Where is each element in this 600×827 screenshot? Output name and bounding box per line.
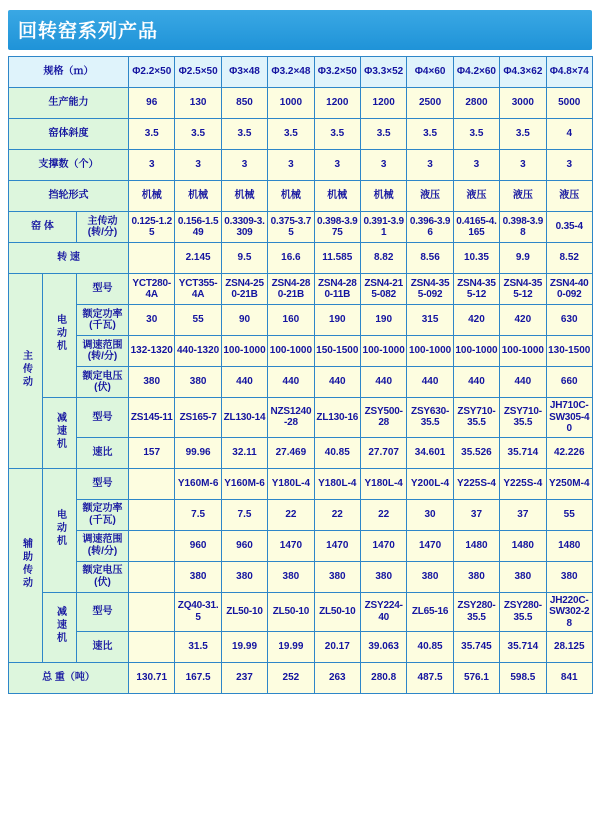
cell-spec-3: Φ3.2×48: [268, 57, 314, 88]
cell-main-motor-model-1: YCT355-4A: [175, 274, 221, 305]
cell-main-motor-power-3: 160: [268, 305, 314, 336]
cell-aux-motor-speed-range-2: 1470: [268, 530, 314, 561]
table-row: [9, 468, 593, 499]
main-motor-power-unit: (千瓦): [89, 320, 116, 331]
page-root: [0, 10, 600, 827]
table-row: [9, 212, 593, 243]
main-motor-power-text: 额定功率: [82, 308, 123, 320]
cell-wheel-7: 液压: [453, 181, 499, 212]
cell-wheel-9: 液压: [546, 181, 592, 212]
cell-aux-motor-power-6: 37: [453, 499, 499, 530]
cell-aux-reducer-model-1: ZL50-10: [221, 592, 267, 632]
cell-total-4: 263: [314, 663, 360, 694]
cell-main-motor-voltage-8: 440: [500, 367, 546, 398]
cell-aux-motor-power-5: 30: [407, 499, 453, 530]
cell-main-motor-speed-range-9: 130-1500: [546, 336, 592, 367]
cell-spec-1: Φ2.5×50: [175, 57, 221, 88]
aux-transmission-text: 辅助传动: [20, 537, 32, 590]
cell-main-motor-voltage-5: 440: [360, 367, 406, 398]
cell-main-motor-speed-range-4: 150-1500: [314, 336, 360, 367]
cell-aux-motor-model-8: Y250M-4: [546, 468, 592, 499]
cell-main-reducer-ratio-5: 27.707: [360, 437, 406, 468]
cell-capacity-2: 850: [221, 88, 267, 119]
cell-capacity-7: 2800: [453, 88, 499, 119]
cell-main-motor-model-2: ZSN4-250-21B: [221, 274, 267, 305]
cell-main-reducer-model-6: ZSY630-35.5: [407, 398, 453, 438]
cell-main-motor-power-1: 55: [175, 305, 221, 336]
cell-slope-6: 3.5: [407, 119, 453, 150]
cell-main-motor-speed-range-0: 132-1320: [129, 336, 175, 367]
main-transmission-text: 主传动: [20, 349, 32, 389]
cell-spec-7: Φ4.2×60: [453, 57, 499, 88]
cell-main-speed-1: 0.156-1.549: [175, 212, 221, 243]
cell-slope-0: 3.5: [129, 119, 175, 150]
cell-wheel-6: 液压: [407, 181, 453, 212]
cell-wheel-1: 机械: [175, 181, 221, 212]
cell-main-reducer-ratio-8: 35.714: [500, 437, 546, 468]
cell-aux-motor-voltage-0: 380: [175, 561, 221, 592]
cell-aux-motor-voltage-4: 380: [360, 561, 406, 592]
cell-main-speed-7: 0.4165-4.165: [453, 212, 499, 243]
row-label-aux-motor-power: [77, 499, 129, 530]
cell-total-5: 280.8: [360, 663, 406, 694]
cell-wheel-2: 机械: [221, 181, 267, 212]
cell-main-motor-model-5: ZSN4-215-082: [360, 274, 406, 305]
row-label-aux-motor-model: 型号: [77, 468, 129, 499]
cell-aux-speed-0: [129, 243, 175, 274]
cell-aux-motor-speed-range-3: 1470: [314, 530, 360, 561]
row-label-main-motor-model: 型号: [77, 274, 129, 305]
row-label-spec: 规格（ｍ）: [9, 57, 129, 88]
cell-main-motor-power-5: 190: [360, 305, 406, 336]
main-drive-speed-text: 主传动: [87, 215, 118, 227]
cell-main-motor-voltage-4: 440: [314, 367, 360, 398]
cell-aux-motor-speed-range-0: 960: [175, 530, 221, 561]
main-motor-text: 电动机: [54, 314, 66, 354]
row-label-main-drive-speed: [77, 212, 129, 243]
cell-slope-8: 3.5: [500, 119, 546, 150]
row-label-capacity: 生产能力: [9, 88, 129, 119]
cell-aux-motor-power-2: 22: [268, 499, 314, 530]
cell-main-motor-power-2: 90: [221, 305, 267, 336]
cell-slope-2: 3.5: [221, 119, 267, 150]
row-label-main-reducer-ratio: 速比: [77, 437, 129, 468]
cell-capacity-0: 96: [129, 88, 175, 119]
cell-slope-7: 3.5: [453, 119, 499, 150]
cell-main-motor-model-8: ZSN4-355-12: [500, 274, 546, 305]
cell-aux-motor-voltage-7: 380: [500, 561, 546, 592]
table-row: [9, 274, 593, 305]
cell-wheel-0: 机械: [129, 181, 175, 212]
cell-aux-motor-speed-range-6: 1480: [453, 530, 499, 561]
cell-spec-4: Φ3.2×50: [314, 57, 360, 88]
cell-aux-motor-model-2: Y180L-4: [268, 468, 314, 499]
aux-motor-voltage-text: 额定电压: [82, 565, 123, 576]
cell-main-reducer-ratio-3: 27.469: [268, 437, 314, 468]
cell-aux-reducer-ratio-2: 19.99: [268, 632, 314, 663]
cell-aux-speed-2: 9.5: [221, 243, 267, 274]
cell-aux-speed-6: 8.56: [407, 243, 453, 274]
cell-main-motor-voltage-0: 380: [129, 367, 175, 398]
main-motor-voltage-unit: (伏): [94, 382, 111, 393]
cell-aux-reducer-model-7: ZSY280-35.5: [500, 592, 546, 632]
cell-aux-reducer-ratio-4: 39.063: [360, 632, 406, 663]
cell-aux-motor-model-4: Y180L-4: [360, 468, 406, 499]
cell-total-2: 237: [221, 663, 267, 694]
cell-main-motor-model-4: ZSN4-280-11B: [314, 274, 360, 305]
cell-total-0: 130.71: [129, 663, 175, 694]
cell-aux-reducer-ratio-8: 28.125: [546, 632, 592, 663]
table-row: [9, 367, 593, 398]
cell-main-reducer-model-0: ZS145-11: [129, 398, 175, 438]
cell-aux-reducer-ratio-5: 40.85: [407, 632, 453, 663]
cell-support-3: 3: [268, 150, 314, 181]
cell-aux-motor-voltage-8: 380: [546, 561, 592, 592]
cell-main-speed-4: 0.398-3.975: [314, 212, 360, 243]
cell-aux-motor-model-0: Y160M-6: [175, 468, 221, 499]
cell-main-reducer-model-4: ZL130-16: [314, 398, 360, 438]
cell-total-3: 252: [268, 663, 314, 694]
aux-motor-power-text: 额定功率: [82, 503, 123, 514]
group-label-main-motor: [43, 274, 77, 398]
main-motor-voltage-text: 额定电压: [82, 370, 123, 382]
cell-aux-motor-model-5: Y200L-4: [407, 468, 453, 499]
table-row: [9, 632, 593, 663]
cell-main-motor-speed-range-2: 100-1000: [221, 336, 267, 367]
cell-main-motor-power-9: 630: [546, 305, 592, 336]
cell-aux-motor-voltage-1: 380: [221, 561, 267, 592]
cell-main-motor-voltage-1: 380: [175, 367, 221, 398]
table-row: [9, 88, 593, 119]
cell-slope-3: 3.5: [268, 119, 314, 150]
cell-main-speed-2: 0.3309-3.309: [221, 212, 267, 243]
cell-aux-reducer-model-4: ZSY224-40: [360, 592, 406, 632]
cell-main-motor-model-6: ZSN4-355-092: [407, 274, 453, 305]
cell-main-reducer-model-5: ZSY500-28: [360, 398, 406, 438]
table-row: [9, 57, 593, 88]
cell-aux-speed-9: 8.52: [546, 243, 592, 274]
cell-aux-reducer-model-5: ZL65-16: [407, 592, 453, 632]
cell-aux-motor-voltage-5: 380: [407, 561, 453, 592]
cell-wheel-4: 机械: [314, 181, 360, 212]
cell-slope-4: 3.5: [314, 119, 360, 150]
group-label-aux-motor: [43, 468, 77, 592]
cell-aux-motor-voltage-empty: [129, 561, 175, 592]
main-drive-speed-unit: (转/分): [87, 227, 118, 238]
aux-motor-power-unit: (千瓦): [89, 514, 116, 526]
cell-aux-reducer-model-8: JH220C-SW302-28: [546, 592, 592, 632]
cell-slope-9: 4: [546, 119, 592, 150]
cell-support-4: 3: [314, 150, 360, 181]
row-label-slope: 窑体斜度: [9, 119, 129, 150]
row-label-wheel: 挡轮形式: [9, 181, 129, 212]
cell-spec-6: Φ4×60: [407, 57, 453, 88]
table-row: [9, 530, 593, 561]
cell-main-motor-power-0: 30: [129, 305, 175, 336]
cell-main-reducer-ratio-2: 32.11: [221, 437, 267, 468]
cell-wheel-5: 机械: [360, 181, 406, 212]
group-label-main-transmission: [9, 274, 43, 469]
cell-aux-motor-speed-range-4: 1470: [360, 530, 406, 561]
specification-table: [8, 56, 593, 694]
aux-motor-speed-range-unit: (转/分): [87, 545, 118, 557]
cell-main-reducer-ratio-7: 35.526: [453, 437, 499, 468]
cell-main-reducer-ratio-1: 99.96: [175, 437, 221, 468]
cell-aux-motor-model-empty: [129, 468, 175, 499]
row-label-total-weight: 总 重（吨）: [9, 663, 129, 694]
cell-aux-reducer-ratio-6: 35.745: [453, 632, 499, 663]
table-row: [9, 398, 593, 438]
cell-aux-motor-power-3: 22: [314, 499, 360, 530]
table-row: [9, 305, 593, 336]
cell-aux-motor-voltage-3: 380: [314, 561, 360, 592]
cell-aux-motor-power-empty: [129, 499, 175, 530]
cell-total-9: 841: [546, 663, 592, 694]
cell-aux-motor-power-4: 22: [360, 499, 406, 530]
group-label-kiln-speed: 转 速: [9, 243, 129, 274]
cell-aux-speed-3: 16.6: [268, 243, 314, 274]
table-row: [9, 663, 593, 694]
aux-motor-text: 电动机: [54, 508, 66, 548]
cell-capacity-8: 3000: [500, 88, 546, 119]
cell-aux-speed-7: 10.35: [453, 243, 499, 274]
cell-aux-reducer-ratio-7: 35.714: [500, 632, 546, 663]
cell-aux-reducer-ratio-1: 19.99: [221, 632, 267, 663]
table-row: [9, 119, 593, 150]
table-row: [9, 181, 593, 212]
cell-aux-reducer-ratio-empty: [129, 632, 175, 663]
cell-capacity-6: 2500: [407, 88, 453, 119]
cell-main-reducer-model-8: ZSY710-35.5: [500, 398, 546, 438]
cell-support-5: 3: [360, 150, 406, 181]
cell-main-motor-power-4: 190: [314, 305, 360, 336]
cell-slope-1: 3.5: [175, 119, 221, 150]
cell-aux-motor-model-1: Y160M-6: [221, 468, 267, 499]
row-label-support: 支撑数（个）: [9, 150, 129, 181]
cell-aux-speed-1: 2.145: [175, 243, 221, 274]
cell-support-2: 3: [221, 150, 267, 181]
cell-aux-reducer-model-2: ZL50-10: [268, 592, 314, 632]
cell-aux-motor-model-6: Y225S-4: [453, 468, 499, 499]
cell-support-6: 3: [407, 150, 453, 181]
cell-main-motor-model-9: ZSN4-400-092: [546, 274, 592, 305]
cell-capacity-9: 5000: [546, 88, 592, 119]
cell-support-9: 3: [546, 150, 592, 181]
cell-main-reducer-ratio-9: 42.226: [546, 437, 592, 468]
cell-aux-motor-voltage-2: 380: [268, 561, 314, 592]
main-reducer-text: 减速机: [54, 411, 66, 451]
cell-aux-speed-8: 9.9: [500, 243, 546, 274]
cell-aux-motor-speed-range-8: 1480: [546, 530, 592, 561]
main-motor-speed-range-unit: (转/分): [87, 351, 118, 362]
cell-main-motor-power-7: 420: [453, 305, 499, 336]
cell-total-7: 576.1: [453, 663, 499, 694]
group-label-aux-transmission: [9, 468, 43, 663]
table-row: [9, 437, 593, 468]
cell-aux-motor-power-1: 7.5: [221, 499, 267, 530]
cell-total-1: 167.5: [175, 663, 221, 694]
cell-slope-5: 3.5: [360, 119, 406, 150]
cell-aux-motor-power-7: 37: [500, 499, 546, 530]
group-label-aux-reducer: [43, 592, 77, 663]
cell-support-1: 3: [175, 150, 221, 181]
cell-aux-motor-voltage-6: 380: [453, 561, 499, 592]
cell-aux-reducer-model-0: ZQ40-31.5: [175, 592, 221, 632]
cell-main-speed-8: 0.398-3.98: [500, 212, 546, 243]
cell-main-speed-6: 0.396-3.96: [407, 212, 453, 243]
cell-main-speed-0: 0.125-1.25: [129, 212, 175, 243]
cell-aux-reducer-model-3: ZL50-10: [314, 592, 360, 632]
cell-aux-reducer-model-empty: [129, 592, 175, 632]
cell-main-motor-voltage-7: 440: [453, 367, 499, 398]
table-row: [9, 150, 593, 181]
table-row: [9, 243, 593, 274]
cell-spec-8: Φ4.3×62: [500, 57, 546, 88]
cell-aux-reducer-ratio-3: 20.17: [314, 632, 360, 663]
cell-main-reducer-model-3: NZS1240-28: [268, 398, 314, 438]
row-label-aux-motor-speed-range: [77, 530, 129, 561]
group-label-kiln-body: 窑 体: [9, 212, 77, 243]
cell-main-motor-voltage-9: 660: [546, 367, 592, 398]
aux-motor-voltage-unit: (伏): [94, 576, 111, 588]
cell-spec-9: Φ4.8×74: [546, 57, 592, 88]
cell-aux-motor-speed-range-empty: [129, 530, 175, 561]
row-label-main-motor-speed-range: [77, 336, 129, 367]
cell-main-reducer-model-2: ZL130-14: [221, 398, 267, 438]
table-row: [9, 499, 593, 530]
cell-main-speed-3: 0.375-3.75: [268, 212, 314, 243]
cell-main-motor-voltage-3: 440: [268, 367, 314, 398]
cell-wheel-8: 液压: [500, 181, 546, 212]
cell-aux-reducer-ratio-0: 31.5: [175, 632, 221, 663]
cell-aux-speed-5: 8.82: [360, 243, 406, 274]
cell-main-motor-speed-range-5: 100-1000: [360, 336, 406, 367]
cell-main-reducer-ratio-6: 34.601: [407, 437, 453, 468]
cell-aux-motor-power-0: 7.5: [175, 499, 221, 530]
cell-main-motor-speed-range-3: 100-1000: [268, 336, 314, 367]
cell-capacity-3: 1000: [268, 88, 314, 119]
row-label-aux-reducer-ratio: 速比: [77, 632, 129, 663]
row-label-main-reducer-model: 型号: [77, 398, 129, 438]
cell-aux-motor-speed-range-5: 1470: [407, 530, 453, 561]
group-label-main-reducer: [43, 398, 77, 469]
cell-main-reducer-model-1: ZS165-7: [175, 398, 221, 438]
cell-main-motor-speed-range-1: 440-1320: [175, 336, 221, 367]
page-title: 回转窑系列产品: [8, 10, 592, 50]
cell-capacity-1: 130: [175, 88, 221, 119]
cell-aux-speed-4: 11.585: [314, 243, 360, 274]
cell-main-motor-speed-range-6: 100-1000: [407, 336, 453, 367]
table-row: [9, 336, 593, 367]
row-label-main-motor-power: [77, 305, 129, 336]
table-row: [9, 592, 593, 632]
cell-main-motor-voltage-6: 440: [407, 367, 453, 398]
cell-aux-reducer-model-6: ZSY280-35.5: [453, 592, 499, 632]
cell-support-8: 3: [500, 150, 546, 181]
row-label-aux-motor-voltage: [77, 561, 129, 592]
cell-capacity-4: 1200: [314, 88, 360, 119]
cell-total-8: 598.5: [500, 663, 546, 694]
cell-aux-motor-model-3: Y180L-4: [314, 468, 360, 499]
cell-main-motor-model-7: ZSN4-355-12: [453, 274, 499, 305]
cell-main-motor-power-6: 315: [407, 305, 453, 336]
row-label-aux-reducer-model: 型号: [77, 592, 129, 632]
cell-main-motor-power-8: 420: [500, 305, 546, 336]
row-label-main-motor-voltage: [77, 367, 129, 398]
cell-main-reducer-model-7: ZSY710-35.5: [453, 398, 499, 438]
cell-support-7: 3: [453, 150, 499, 181]
cell-total-6: 487.5: [407, 663, 453, 694]
cell-main-speed-9: 0.35-4: [546, 212, 592, 243]
aux-reducer-text: 减速机: [54, 606, 66, 645]
aux-motor-speed-range-text: 调速范围: [82, 534, 123, 545]
cell-main-reducer-ratio-4: 40.85: [314, 437, 360, 468]
table-row: [9, 561, 593, 592]
cell-spec-2: Φ3×48: [221, 57, 267, 88]
cell-spec-5: Φ3.3×52: [360, 57, 406, 88]
cell-main-motor-model-0: YCT280-4A: [129, 274, 175, 305]
cell-spec-0: Φ2.2×50: [129, 57, 175, 88]
main-motor-speed-range-text: 调速范围: [82, 339, 123, 351]
cell-main-reducer-ratio-0: 157: [129, 437, 175, 468]
cell-aux-motor-power-8: 55: [546, 499, 592, 530]
cell-main-motor-speed-range-7: 100-1000: [453, 336, 499, 367]
cell-wheel-3: 机械: [268, 181, 314, 212]
cell-aux-motor-speed-range-1: 960: [221, 530, 267, 561]
cell-main-motor-model-3: ZSN4-280-21B: [268, 274, 314, 305]
cell-support-0: 3: [129, 150, 175, 181]
cell-aux-motor-speed-range-7: 1480: [500, 530, 546, 561]
cell-main-motor-speed-range-8: 100-1000: [500, 336, 546, 367]
cell-main-speed-5: 0.391-3.91: [360, 212, 406, 243]
cell-main-motor-voltage-2: 440: [221, 367, 267, 398]
cell-aux-motor-model-7: Y225S-4: [500, 468, 546, 499]
cell-main-reducer-model-9: JH710C-SW305-40: [546, 398, 592, 438]
cell-capacity-5: 1200: [360, 88, 406, 119]
